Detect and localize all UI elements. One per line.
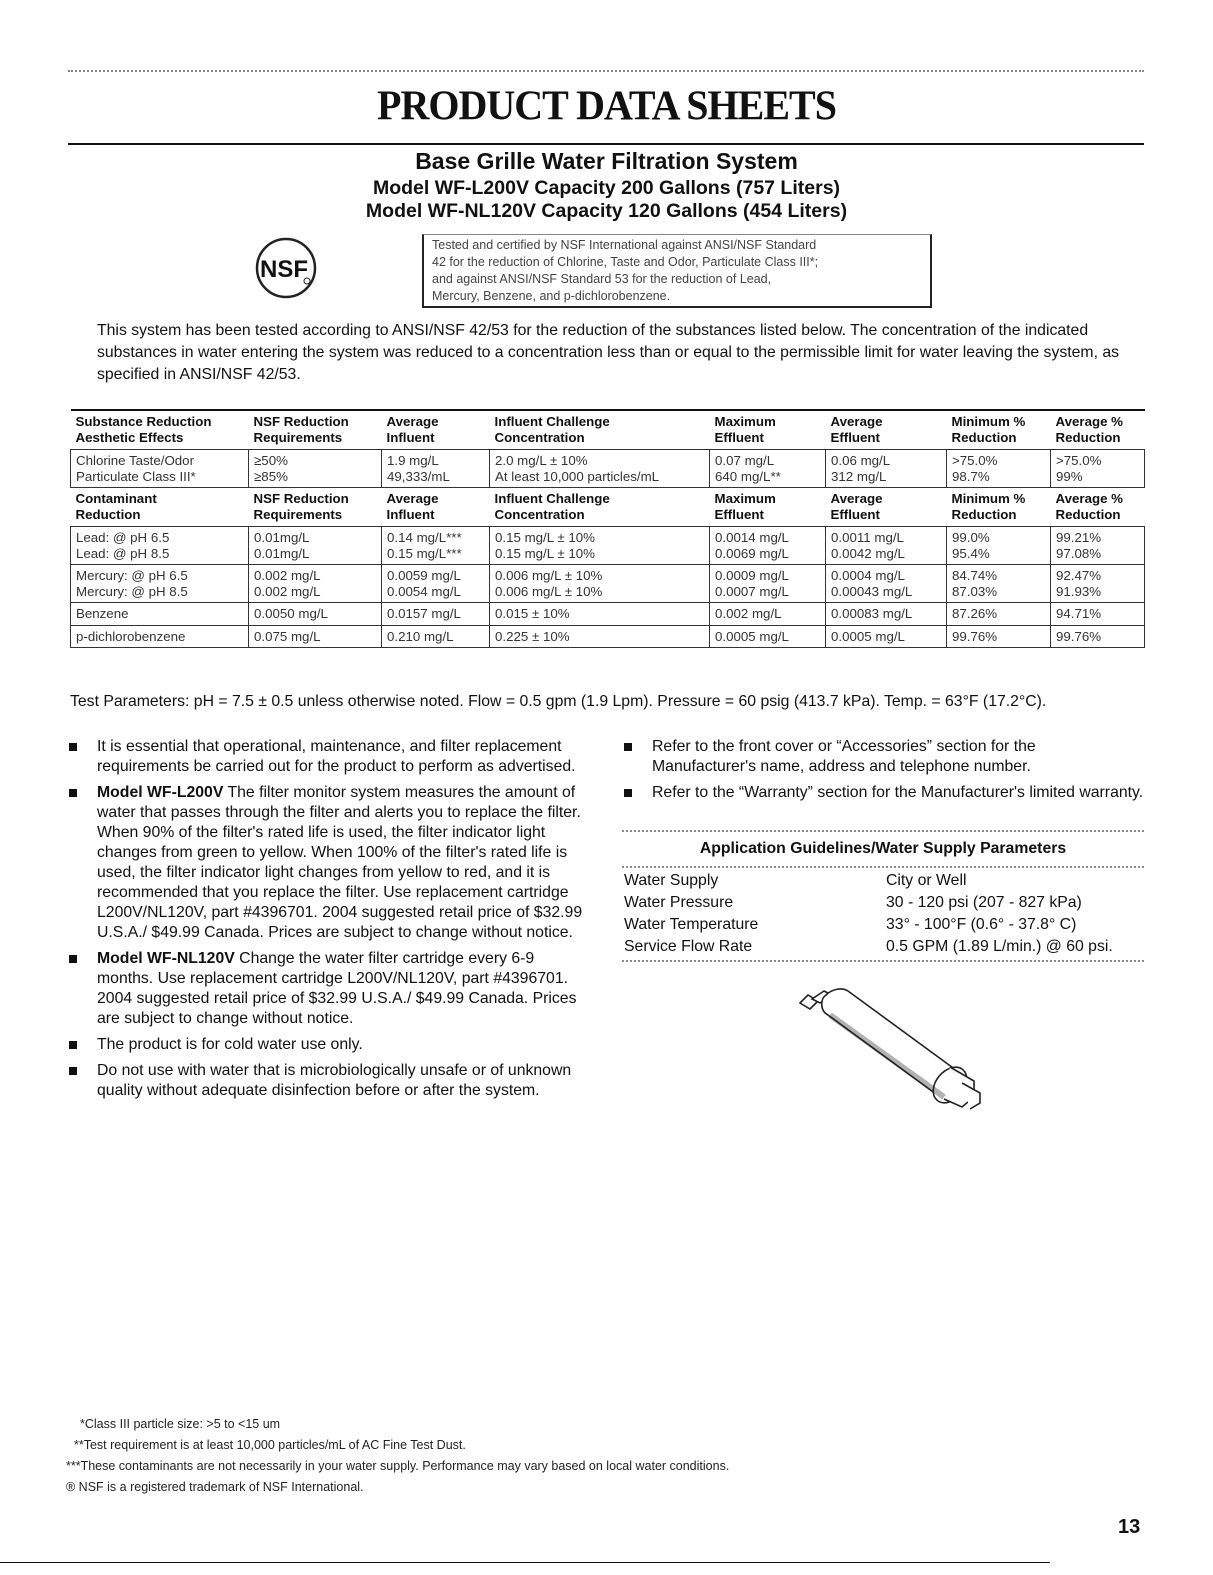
guideline-label: Service Flow Rate [624,938,753,955]
cert-line: and against ANSI/NSF Standard 53 for the reduction of Lead, [432,272,772,286]
system-title: Base Grille Water Filtration System [415,148,798,174]
column-header: NSF Reduction Requirements [249,410,382,450]
column-header: Influent Challenge Concentration [494,491,610,522]
column-header: Substance Reduction Aesthetic Effects [71,410,249,450]
column-header: Average Influent [382,410,490,450]
title-rule [68,143,1144,145]
footnote-1: *Class III particle size: >5 to <15 um [80,1417,281,1431]
table-cell: Chlorine Taste/Odor Particulate Class III* [71,450,249,488]
table-cell: 2.0 mg/L ± 10% At least 10,000 particles/mL [490,450,710,488]
guideline-row [624,936,1144,958]
table-cell: 0.210 mg/L [382,625,490,648]
table-cell: 0.006 mg/L ± 10% 0.006 mg/L ± 10% [490,565,710,603]
table-row [71,565,1145,603]
table-cell: 1.9 mg/L 49,333/mL [382,450,490,488]
page-number: 13 [1118,1516,1141,1538]
footnote-3: ***These contaminants are not necessarily in your water supply. Performance may vary based on local water conditions. [66,1459,730,1473]
guidelines-title-rule [622,866,1144,868]
bullet-square-icon [69,1041,77,1049]
guidelines-title: Application Guidelines/Water Supply Parameters [699,840,1067,857]
guideline-row [624,914,1144,936]
intro-paragraph: This system has been tested according to ANSI/NSF 42/53 for the reduction of the substances listed below. The concentration of the indicated substances in water entering the system was reduced to a concentration less than or equal to the permissible limit for water leaving the system, as specified in ANSI/NSF 42/53. [97,322,1120,383]
guideline-value: City or Well [886,872,967,889]
guideline-value: 30 - 120 psi (207 - 827 kPa) [886,894,1082,911]
table-cell: 0.15 mg/L ± 10% 0.15 mg/L ± 10% [490,527,710,565]
list-item [69,1061,589,1101]
bullet-square-icon [69,743,77,751]
page-title: PRODUCT DATA SHEETS [377,81,836,130]
nsf-logo [255,237,317,299]
table-cell: 99.21% 97.08% [1051,527,1145,565]
bullet-text: Refer to the front cover or “Accessories” section for the Manufacturer's name, address and telephone number. [652,738,1036,775]
table-cell: 99.76% [947,625,1051,648]
table-cell: 99.76% [1051,625,1145,648]
column-header: Minimum % Reduction [951,491,1026,522]
bullet-square-icon [69,955,77,963]
list-item [624,737,1144,777]
bullet-text: It is essential that operational, maintenance, and filter replacement requirements be carried out for the product to perform as advertised. [97,738,576,775]
table-row [71,527,1145,565]
performance-data-table [70,409,1145,648]
bullet-text: Refer to the “Warranty” section for the Manufacturer's limited warranty. [652,784,1144,801]
column-header: Influent Challenge Concentration [490,410,710,450]
table-cell: 94.71% [1051,603,1145,626]
column-header: Minimum % Reduction [947,410,1051,450]
table-cell: Mercury: @ pH 6.5 Mercury: @ pH 8.5 [71,565,249,603]
table-header-row [71,488,1145,527]
list-item [69,949,589,1029]
column-header: Contaminant Reduction [75,491,157,522]
guideline-row [624,892,1144,914]
table-cell: 0.01mg/L 0.01mg/L [249,527,382,565]
table-cell: 0.075 mg/L [249,625,382,648]
table-cell: p-dichlorobenzene [71,625,249,648]
model-nl120v-capacity: Model WF-NL120V Capacity 120 Gallons (454 Liters) [365,200,848,222]
bullet-bold-label: Model WF-L200V [97,784,224,801]
table-cell: ≥50% ≥85% [249,450,382,488]
guideline-label: Water Supply [624,872,719,889]
table-cell: 0.002 mg/L 0.002 mg/L [249,565,382,603]
column-header: Average % Reduction [1051,410,1145,450]
model-l200v-capacity: Model WF-L200V Capacity 200 Gallons (757 Liters) [372,177,841,199]
column-header: Maximum Effluent [714,491,776,522]
guideline-label: Water Temperature [624,916,759,933]
column-header: NSF Reduction Requirements [253,491,349,522]
table-cell: 0.0009 mg/L 0.0007 mg/L [710,565,826,603]
cert-line: Mercury, Benzene, and p-dichlorobenzene. [432,289,671,303]
table-cell: 0.0050 mg/L [249,603,382,626]
filter-cartridge-illustration [790,985,990,1115]
footnote-2: **Test requirement is at least 10,000 particles/mL of AC Fine Test Dust. [74,1438,466,1452]
table-cell: Benzene [71,603,249,626]
column-header: Average Influent [386,491,439,522]
table-cell: 87.26% [947,603,1051,626]
table-cell: 0.0005 mg/L [826,625,947,648]
guideline-value: 0.5 GPM (1.89 L/min.) @ 60 psi. [886,938,1113,955]
table-cell: Lead: @ pH 6.5 Lead: @ pH 8.5 [71,527,249,565]
table-header-row [71,410,1145,450]
guidelines-top-rule [622,830,1144,832]
list-item [69,737,589,777]
list-item [624,783,1144,803]
table-cell: 0.14 mg/L*** 0.15 mg/L*** [382,527,490,565]
guideline-value: 33° - 100°F (0.6° - 37.8° C) [886,916,1077,933]
certification-box [422,234,932,308]
table-cell: >75.0% 99% [1051,450,1145,488]
list-item [69,1035,589,1055]
column-header: Average Effluent [826,410,947,450]
table-cell: 92.47% 91.93% [1051,565,1145,603]
guideline-label: Water Pressure [624,894,734,911]
list-item [69,783,589,943]
bullet-text: The product is for cold water use only. [97,1036,363,1053]
right-bullet-list [624,737,1144,809]
cert-line: Tested and certified by NSF International against ANSI/NSF Standard [432,238,817,252]
table-row [71,625,1145,648]
guideline-row [624,870,1144,892]
bullet-square-icon [624,789,632,797]
footnote-4: ® NSF is a registered trademark of NSF International. [66,1480,364,1494]
table-cell: 0.002 mg/L [710,603,826,626]
table-row [71,603,1145,626]
left-bullet-list [69,737,589,1107]
bullet-text: The filter monitor system measures the amount of water that passes through the filter and alerts you to replace the filter. When 90% of the filter's rated life is used, the filter indicator light changes from green to yellow. When 100% of the filter's rated life is used, the filter indicator light changes from yellow to red, and it is recommended that you replace the filter. Use replacement cartridge L200V/NL120V, part #4396701. 2004 suggested retail price of $32.99 U.S.A./ $49.99 Canada. Prices are subject to change without notice. [97,784,583,941]
table-cell: 0.00083 mg/L [826,603,947,626]
table-cell: 0.07 mg/L 640 mg/L** [710,450,826,488]
table-cell: 0.0059 mg/L 0.0054 mg/L [382,565,490,603]
table-cell: 0.225 ± 10% [490,625,710,648]
column-header: Average Effluent [830,491,883,522]
test-parameters: Test Parameters: pH = 7.5 ± 0.5 unless otherwise noted. Flow = 0.5 gpm (1.9 Lpm). Pressure = 60 psig (413.7 kPa). Temp. = 63°F (17.2°C). [70,693,1047,710]
guidelines-bottom-rule [622,960,1144,962]
nsf-logo-text: NSF [260,256,308,283]
column-header: Maximum Effluent [710,410,826,450]
column-header: Average % Reduction [1055,491,1124,522]
table-cell: 84.74% 87.03% [947,565,1051,603]
table-cell: 99.0% 95.4% [947,527,1051,565]
table-cell: 0.0005 mg/L [710,625,826,648]
table-cell: 0.0004 mg/L 0.00043 mg/L [826,565,947,603]
bullet-square-icon [624,743,632,751]
table-row [71,450,1145,488]
bullet-square-icon [69,1067,77,1075]
table-cell: 0.0014 mg/L 0.0069 mg/L [710,527,826,565]
table-cell: 0.06 mg/L 312 mg/L [826,450,947,488]
bottom-rule [0,1562,1050,1563]
top-dotted-rule [68,70,1144,72]
table-cell: >75.0% 98.7% [947,450,1051,488]
bullet-bold-label: Model WF-NL120V [97,950,235,967]
table-cell: 0.0011 mg/L 0.0042 mg/L [826,527,947,565]
guidelines-table [624,870,1144,958]
cert-line: 42 for the reduction of Chlorine, Taste and Odor, Particulate Class III*; [432,255,819,269]
bullet-text: Do not use with water that is microbiologically unsafe or of unknown quality without adequate disinfection before or after the system. [97,1062,572,1099]
table-cell: 0.0157 mg/L [382,603,490,626]
bullet-square-icon [69,789,77,797]
table-cell: 0.015 ± 10% [490,603,710,626]
bullet-text: Change the water filter cartridge every 6-9 months. Use replacement cartridge L200V/NL120V, part #4396701. 2004 suggested retail price of $32.99 U.S.A./ $49.99 Canada. Prices are subject to change without notice. [97,950,577,1027]
